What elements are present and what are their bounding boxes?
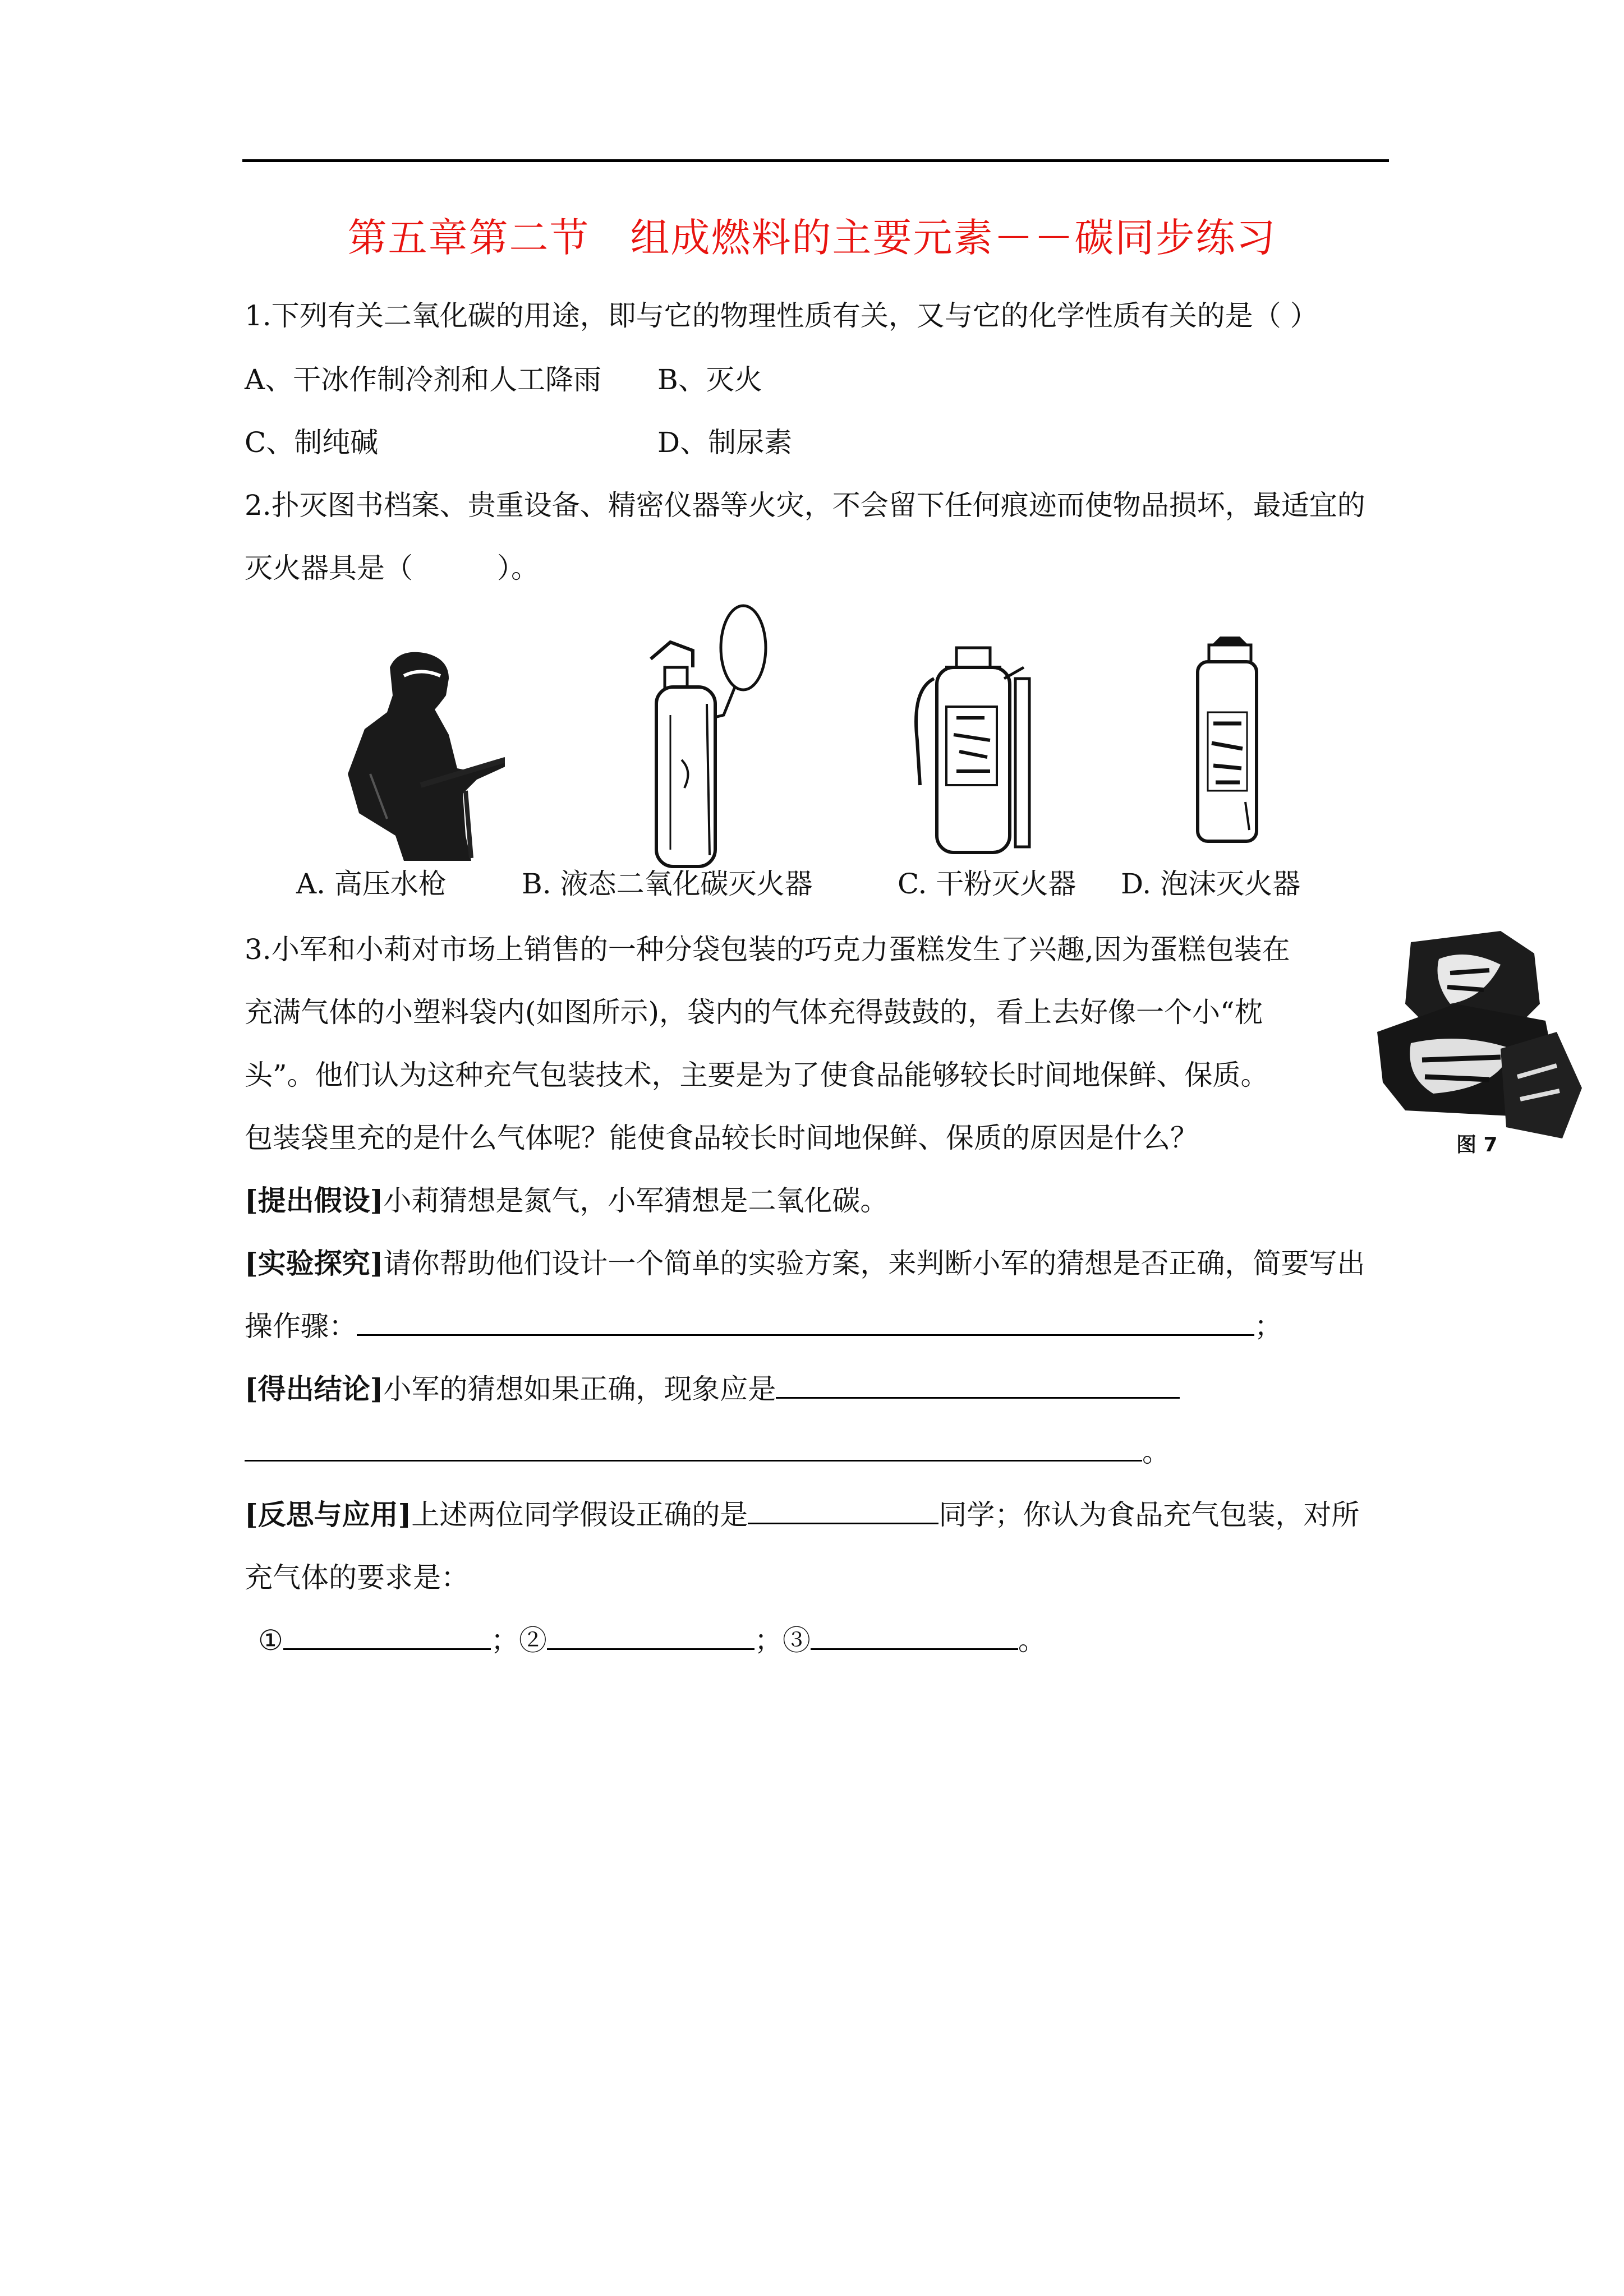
q2-caption-a: A. 高压水枪: [296, 868, 447, 900]
figure-7-label: 图 7: [1456, 1133, 1498, 1156]
co2-extinguisher-figure: [640, 603, 774, 869]
experiment-text: 请你帮助他们设计一个简单的实验方案，来判断小军的猜想是否正确，简要写出: [383, 1247, 1365, 1280]
hypothesis-tag: [提出假设]: [245, 1184, 384, 1217]
conclusion-answer-blank-2[interactable]: [245, 1434, 1142, 1461]
circle-3: ③: [782, 1624, 811, 1657]
q1-stem: 1.下列有关二氧化碳的用途，即与它的物理性质有关，又与它的化学性质有关的是（ ）: [245, 299, 1318, 332]
requirement-1-blank[interactable]: [283, 1622, 491, 1650]
q2-caption-b: B. 液态二氧化碳灭火器: [522, 868, 813, 900]
circle-2: ②: [518, 1624, 547, 1657]
conclusion-text: 小军的猜想如果正确，现象应是: [383, 1373, 776, 1405]
reflection-answer-blank[interactable]: [748, 1497, 938, 1524]
reflection-text-2: 同学；你认为食品充气包装，对所: [938, 1499, 1360, 1531]
circle-1: ①: [258, 1624, 283, 1657]
conclusion-tag: [得出结论]: [245, 1372, 384, 1405]
q3-experiment: [245, 1245, 1365, 1282]
q3-conclusion: [245, 1371, 1180, 1408]
q3-hypothesis: [245, 1182, 888, 1219]
q3-paragraph-line4: 包装袋里充的是什么气体呢？能使食品较长时间地保鲜、保质的原因是什么？: [245, 1122, 1198, 1154]
hypothesis-text: 小莉猜想是氮气，小军猜想是二氧化碳。: [383, 1184, 889, 1217]
q3-steps: [245, 1308, 1282, 1345]
foam-extinguisher-figure: [1186, 634, 1265, 844]
sep-2: ；: [754, 1624, 783, 1657]
q3-requirements: 充气体的要求是：: [245, 1561, 469, 1594]
q2-caption-c: C. 干粉灭火器: [898, 868, 1076, 900]
header-rule: [242, 159, 1389, 162]
steps-answer-blank[interactable]: [357, 1308, 1254, 1336]
q1-option-b: B、灭火: [657, 363, 762, 396]
q3-reflection: [245, 1496, 1359, 1533]
experiment-tag: [实验探究]: [245, 1247, 384, 1280]
q1-option-d: D、制尿素: [657, 426, 793, 459]
q1-option-c: C、制纯碱: [245, 426, 379, 459]
q3-paragraph-line1: 3.小军和小莉对市场上销售的一种分袋包装的巧克力蛋糕发生了兴趣,因为蛋糕包装在: [245, 933, 1290, 966]
cake-packages-figure: [1372, 920, 1585, 1144]
dry-powder-extinguisher-figure: [912, 645, 1052, 855]
requirement-3-blank[interactable]: [811, 1622, 1018, 1650]
conclusion-answer-blank-1[interactable]: [776, 1371, 1180, 1399]
q3-paragraph-line2: 充满气体的小塑料袋内(如图所示)，袋内的气体充得鼓鼓的，看上去好像一个小“枕: [245, 996, 1263, 1029]
q2-stem-line2: 灭火器具是（ ）。: [245, 552, 539, 584]
page-title: 第五章第二节 组成燃料的主要元素－－碳同步练习: [347, 215, 1277, 261]
q3-requirements-answers: [258, 1622, 1046, 1659]
reflection-text-1: 上述两位同学假设正确的是: [411, 1499, 748, 1531]
q2-caption-d: D. 泡沫灭火器: [1121, 868, 1301, 900]
q3-conclusion-cont: [245, 1433, 1170, 1470]
q3-paragraph-line3: 头”。他们认为这种充气包装技术，主要是为了使食品能够较长时间地保鲜、保质。: [245, 1059, 1269, 1091]
final-end: 。: [1018, 1624, 1046, 1657]
firefighter-hose-figure: [337, 645, 505, 864]
steps-label: 操作骤：: [245, 1310, 357, 1343]
q2-stem-line1: 2.扑灭图书档案、贵重设备、精密仪器等火灾，不会留下任何痕迹而使物品损坏，最适宜的: [245, 489, 1365, 522]
requirement-2-blank[interactable]: [547, 1622, 755, 1650]
steps-end: ；: [1254, 1310, 1282, 1343]
q1-option-a: A、干冰作制冷剂和人工降雨: [245, 363, 602, 396]
sep-1: ；: [490, 1624, 519, 1657]
conclusion-end: 。: [1142, 1436, 1170, 1468]
reflection-tag: [反思与应用]: [245, 1498, 412, 1531]
